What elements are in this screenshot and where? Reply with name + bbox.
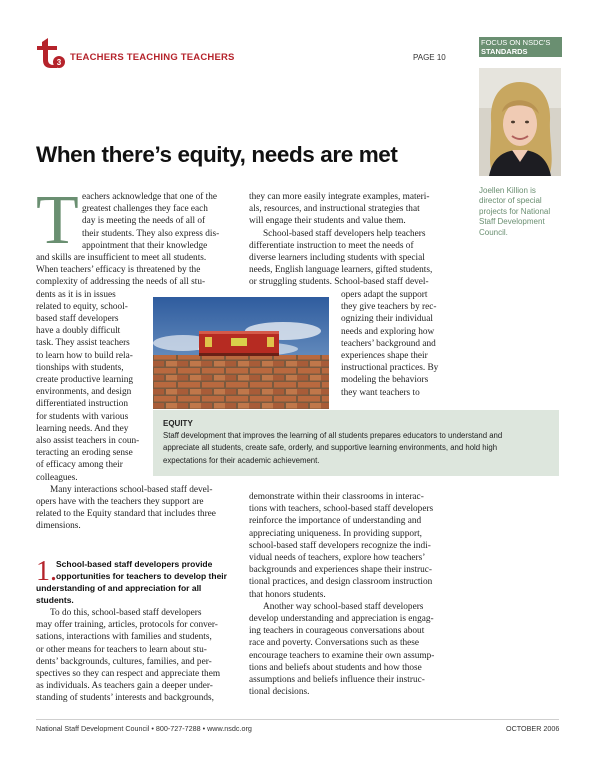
subhead-line: School-based staff developers provide: [56, 559, 213, 569]
text-line: standing of students’ interests and backgrounds,: [36, 693, 214, 704]
callout-line: expectations for their academic achievement.: [163, 455, 320, 465]
callout-line: appreciate all students, create safe, orderly, and supportive learning environments, and hold high: [163, 443, 498, 453]
text-line: encourage teachers to examine their own assump-: [249, 650, 435, 661]
callout-body: [163, 430, 549, 467]
bio-line: Joellen Killion is: [479, 186, 536, 195]
author-photo: [479, 68, 561, 176]
text-line: teracting an eroding sense: [36, 448, 133, 459]
text-line: Many interactions school-based staff devel-: [50, 484, 213, 495]
standards-tag-line2: STANDARDS: [481, 47, 528, 56]
callout-line: Staff development that improves the learning of all students prepares educators to understand and: [163, 431, 503, 440]
footer-date: OCTOBER 2006: [506, 724, 560, 733]
drop-cap: T: [36, 182, 79, 259]
subhead-line: opportunities for teachers to develop their: [56, 571, 227, 582]
text-line: opers have with the teachers they support are: [36, 497, 204, 508]
text-line: tional decisions.: [249, 687, 310, 698]
text-line: Another way school-based staff developers: [263, 601, 424, 612]
text-line: opers adapt the support: [341, 290, 428, 300]
text-line: differentiate instruction to meet the needs of: [249, 240, 414, 251]
series-logo-icon: [33, 36, 67, 70]
text-line: backgrounds and experiences shape their instruc-: [249, 565, 433, 576]
text-line: they want teachers to: [341, 387, 420, 398]
col2-wrap: [341, 289, 461, 399]
text-line: they give teachers by rec-: [341, 302, 437, 313]
text-line: vidual needs of teachers, explore how teachers’: [249, 553, 426, 564]
article-headline: When there’s equity, needs are met: [36, 142, 398, 167]
text-line: they can more easily integrate examples, materi-: [249, 192, 430, 202]
text-line: dents as it is in issues: [36, 289, 116, 300]
series-title: TEACHERS TEACHING TEACHERS: [70, 52, 235, 63]
text-line: have a doubly difficult: [36, 326, 121, 337]
text-line: related to the Equity standard that includes three: [36, 509, 216, 520]
text-line: When teachers’ efficacy is threatened by the: [36, 265, 201, 276]
standards-tag: [479, 37, 562, 57]
text-line: greatest challenges they face each: [82, 204, 208, 215]
callout-title: EQUITY: [163, 419, 193, 428]
section-number: 1.: [36, 556, 57, 587]
footer-rule: [36, 719, 559, 720]
brick-wall-level-photo: [153, 297, 329, 409]
bio-line: Staff Development: [479, 217, 545, 227]
text-line: To do this, school-based staff developers: [50, 608, 202, 618]
text-line: needs, English language learners, gifted students,: [249, 265, 433, 276]
section-heading-b: [36, 582, 236, 606]
text-line: school-based staff developers recognize the indi-: [249, 540, 431, 551]
text-line: will engage their students and value them.: [249, 216, 406, 227]
text-line: as individuals. As teachers gain a deeper under-: [36, 681, 213, 692]
col2-body: [249, 191, 461, 289]
text-line: teachers’ background and: [341, 338, 436, 349]
text-line: colleagues.: [36, 472, 78, 483]
text-line: task. They assist teachers: [36, 338, 130, 349]
text-line: experiences shape their: [341, 351, 428, 362]
subhead-line: students.: [36, 595, 74, 606]
text-line: create productive learning: [36, 375, 134, 386]
text-line: modeling the behaviors: [341, 375, 429, 386]
text-line: related to equity, school-: [36, 301, 128, 312]
text-line: of efficacy among their: [36, 460, 123, 471]
text-line: dents’ backgrounds, cultures, families, and per-: [36, 656, 212, 667]
text-line: tional practices, and design classroom instruction: [249, 577, 433, 588]
text-line: also assist teachers in coun-: [36, 436, 140, 447]
text-line: demonstrate within their classrooms in interac-: [249, 492, 424, 502]
text-line: assumptions and beliefs influence their instruc-: [249, 675, 425, 686]
equity-standard-callout: [153, 410, 559, 476]
text-line: race and poverty. Conversations such as these: [249, 638, 420, 649]
text-line: School-based staff developers help teachers: [263, 228, 426, 239]
text-line: sations, interactions with families and students,: [36, 632, 212, 643]
text-line: tions with teachers, school-based staff developers: [249, 504, 434, 515]
text-line: based staff developers: [36, 314, 119, 325]
footer-publisher: National Staff Development Council • 800-727-7288 • www.nsdc.org: [36, 724, 252, 733]
bio-line: projects for National: [479, 206, 551, 216]
text-line: and skills are insufficient to meet all students.: [36, 253, 207, 263]
text-line: for students with various: [36, 411, 129, 422]
subhead-line: understanding of and appreciation for all: [36, 583, 202, 593]
text-line: als, resources, and instructional strategies that: [249, 204, 420, 215]
author-bio: [479, 186, 571, 238]
text-line: needs and exploring how: [341, 326, 435, 337]
text-line: ognizing their individual: [341, 314, 433, 325]
text-line: dimensions.: [36, 521, 81, 532]
text-line: tions and beliefs about students and how those: [249, 662, 422, 673]
bio-line: Council.: [479, 227, 508, 237]
text-line: or other means for teachers to learn about stu-: [36, 644, 207, 655]
col1-intro: [82, 191, 234, 252]
page-number: PAGE 10: [413, 53, 446, 62]
text-line: spectives so they can respect and appreciate them: [36, 669, 221, 680]
text-line: may offer training, articles, protocols for conver-: [36, 620, 218, 631]
text-line: their students. They also express dis-: [82, 228, 220, 239]
text-line: complexity of addressing the needs of all stu-: [36, 277, 206, 288]
text-line: instructional practices. By: [341, 363, 439, 374]
text-line: develop understanding and appreciation is engag-: [249, 614, 434, 625]
text-line: or struggling students. School-based staff devel-: [249, 277, 429, 288]
section-heading-a: [56, 558, 236, 582]
text-line: diverse learners including students with special: [249, 253, 425, 264]
bio-line: director of special: [479, 196, 542, 206]
text-line: to learn how to build rela-: [36, 350, 133, 361]
logo-number: 3: [56, 58, 62, 67]
text-line: appointment that their knowledge: [82, 240, 208, 251]
text-line: ing teachers in courageous conversations about: [249, 626, 425, 637]
text-line: day is meeting the needs of all of: [82, 216, 206, 227]
text-line: appreciating uniqueness. In providing support,: [249, 528, 422, 539]
text-line: learning needs. And they: [36, 423, 129, 434]
col2-lower: [249, 491, 461, 698]
col1-section-body: [36, 607, 236, 705]
text-line: reinforce the importance of understanding and: [249, 516, 422, 527]
text-line: environments, and design: [36, 387, 132, 398]
text-line: tionships with students,: [36, 362, 124, 373]
text-line: differentiated instruction: [36, 399, 128, 410]
standards-tag-line1: FOCUS ON NSDC'S: [481, 38, 551, 47]
text-line: eachers acknowledge that one of the: [82, 192, 218, 202]
text-line: that honors students.: [249, 589, 326, 600]
